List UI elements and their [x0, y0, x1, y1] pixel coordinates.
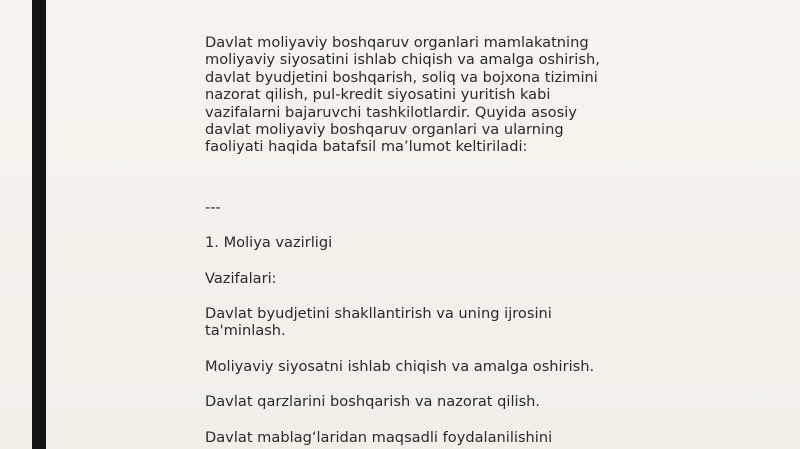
intro-paragraph: Davlat moliyaviy boshqaruv organlari mamlakatning moliyaviy siyosatini ishlab chiqish va amalga oshirish, davlat byudjetini boshqarish, soliq va bojxona tizimini nazorat qilish, pul-kredit siyosatini yuritish kabi vazifalarni bajaruvchi tashkilotlardir. Quyida asosiy davlat moliyaviy boshqaruv organlari va ularning faoliyati haqida batafsil ma’lumot keltiriladi:: [205, 34, 600, 156]
task-item: Davlat byudjetini shakllantirish va uning ijrosini ta'minlash.: [205, 305, 552, 340]
text-body: [205, 34, 605, 446]
tasks-label: Vazifalari:: [205, 269, 277, 287]
section-heading: 1. Moliya vazirligi: [205, 234, 333, 252]
left-accent-bar: [32, 0, 46, 449]
task-item: Moliyaviy siyosatni ishlab chiqish va amalga oshirish.: [205, 357, 595, 375]
separator: ---: [205, 198, 221, 216]
task-item: Davlat mablag‘laridan maqsadli foydalanilishini: [205, 428, 553, 446]
task-item: Davlat qarzlarini boshqarish va nazorat qilish.: [205, 393, 541, 411]
